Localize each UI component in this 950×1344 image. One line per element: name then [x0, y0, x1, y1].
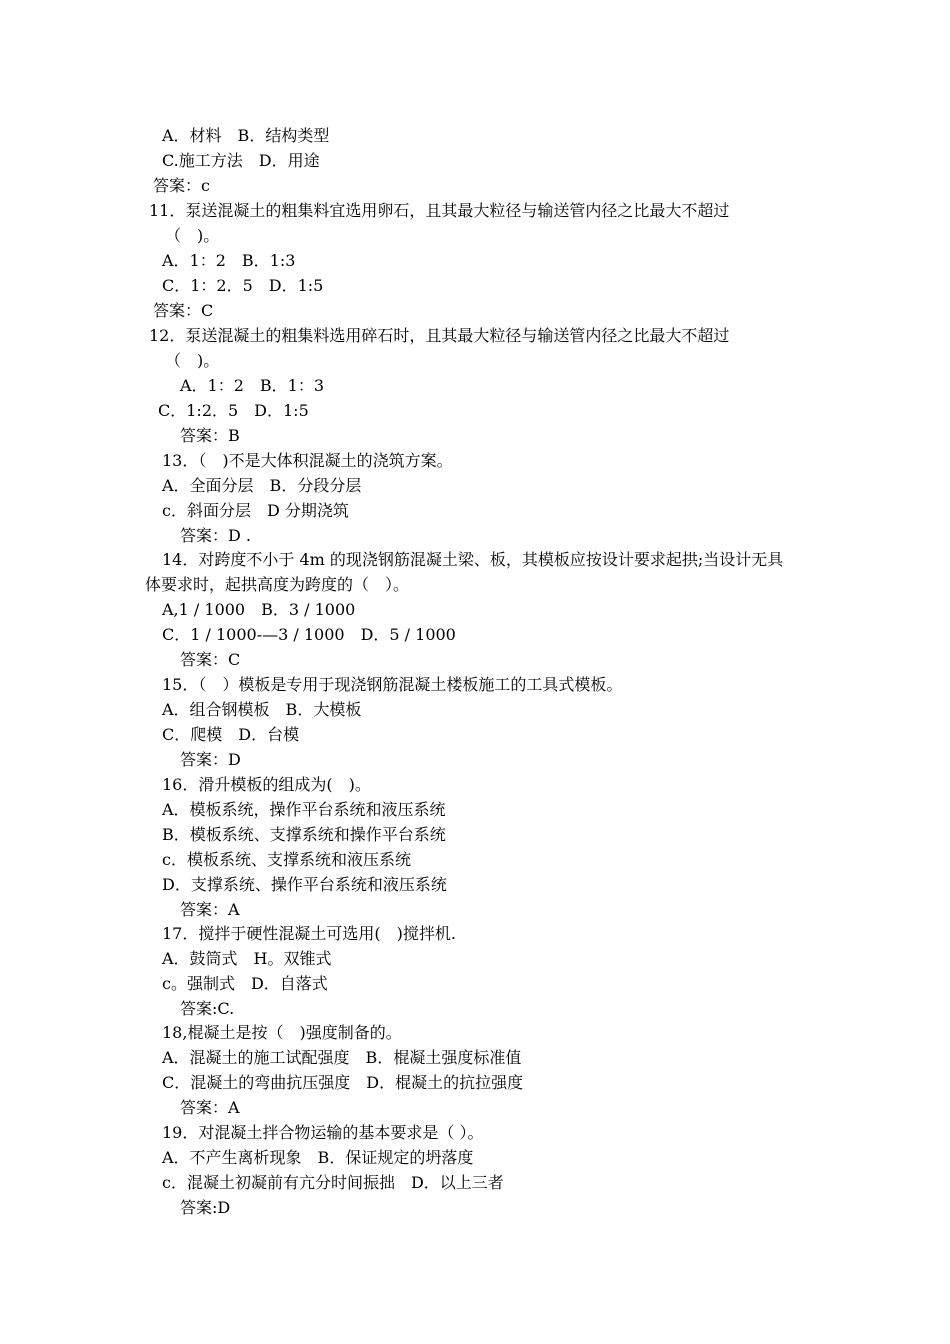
- question-line: （ )。: [165, 351, 220, 370]
- option-line: C．1 / 1000-—3 / 1000 D．5 / 1000: [162, 625, 456, 644]
- answer-line: 答案:D: [180, 1198, 231, 1217]
- question-line: 17．搅拌于硬性混凝土可选用( )搅拌机.: [162, 924, 456, 943]
- answer-line: 答案：A: [180, 900, 240, 919]
- answer-line: 答案：D .: [180, 526, 252, 545]
- question-line: 体要求时，起拱高度为跨度的（ ）。: [145, 575, 410, 594]
- option-line: A,1 / 1000 B．3 / 1000: [162, 600, 356, 619]
- question-line: 18,棍凝土是按（ )强度制备的。: [162, 1023, 402, 1042]
- option-line: C．1:2．5 D．1:5: [158, 401, 309, 420]
- option-line: A．1：2 B．1：3: [180, 376, 325, 395]
- option-line: C.施工方法 D．用途: [162, 151, 320, 170]
- option-line: C．爬模 D．台模: [162, 725, 300, 744]
- option-line: A．1：2 B．1:3: [162, 251, 296, 270]
- question-line: 19．对混凝土拌合物运输的基本要求是（ ）。: [162, 1123, 484, 1142]
- question-line: （ )。: [165, 226, 220, 245]
- option-line: B．模板系统、支撑系统和操作平台系统: [162, 825, 446, 844]
- question-line: 13．（ )不是大体积混凝土的浇筑方案。: [162, 451, 453, 470]
- answer-line: 答案：B: [180, 426, 240, 445]
- answer-line: 答案：A: [180, 1098, 240, 1117]
- question-line: 12．泵送混凝土的粗集料选用碎石时，且其最大粒径与输送管内径之比最大不超过: [149, 326, 730, 345]
- option-line: A．混凝土的施工试配强度 B．棍凝土强度标准值: [162, 1048, 522, 1067]
- question-line: 16．滑升模板的组成为( )。: [162, 775, 371, 794]
- question-line: 15．（ ）模板是专用于现浇钢筋混凝土楼板施工的工具式模板。: [162, 675, 623, 694]
- option-line: c．斜面分层 D 分期浇筑: [162, 501, 349, 520]
- answer-line: 答案：c: [153, 176, 210, 195]
- option-line: D．支撑系统、操作平台系统和液压系统: [162, 875, 447, 894]
- option-line: A．鼓筒式 H。双锥式: [162, 949, 332, 968]
- option-line: C．混凝土的弯曲抗压强度 D．棍凝土的抗拉强度: [162, 1073, 524, 1092]
- answer-line: 答案：C: [153, 301, 214, 320]
- answer-line: 答案：C: [180, 650, 241, 669]
- question-line: 14．对跨度不小于 4m 的现浇钢筋混凝土梁、板，其模板应按设计要求起拱;当设计无具: [162, 550, 784, 569]
- question-line: 11．泵送混凝土的粗集料宜选用卵石，且其最大粒径与输送管内径之比最大不超过: [149, 201, 730, 220]
- option-line: c．模板系统、支撑系统和液压系统: [162, 850, 411, 869]
- option-line: C．1：2．5 D．1:5: [162, 276, 324, 295]
- option-line: A．模板系统，操作平台系统和液压系统: [162, 800, 446, 819]
- option-line: A．材料 B．结构类型: [162, 126, 330, 145]
- option-line: A．组合钢模板 B．大模板: [162, 700, 362, 719]
- option-line: c．混凝土初凝前有亢分时间振拙 D．以上三者: [162, 1173, 504, 1192]
- answer-line: 答案：D: [180, 750, 241, 769]
- option-line: A．不产生离析现象 B．保证规定的坍落度: [162, 1148, 474, 1167]
- option-line: A．全面分层 B．分段分层: [162, 476, 362, 495]
- answer-line: 答案:C.: [180, 999, 235, 1018]
- option-line: c。强制式 D．自落式: [162, 974, 328, 993]
